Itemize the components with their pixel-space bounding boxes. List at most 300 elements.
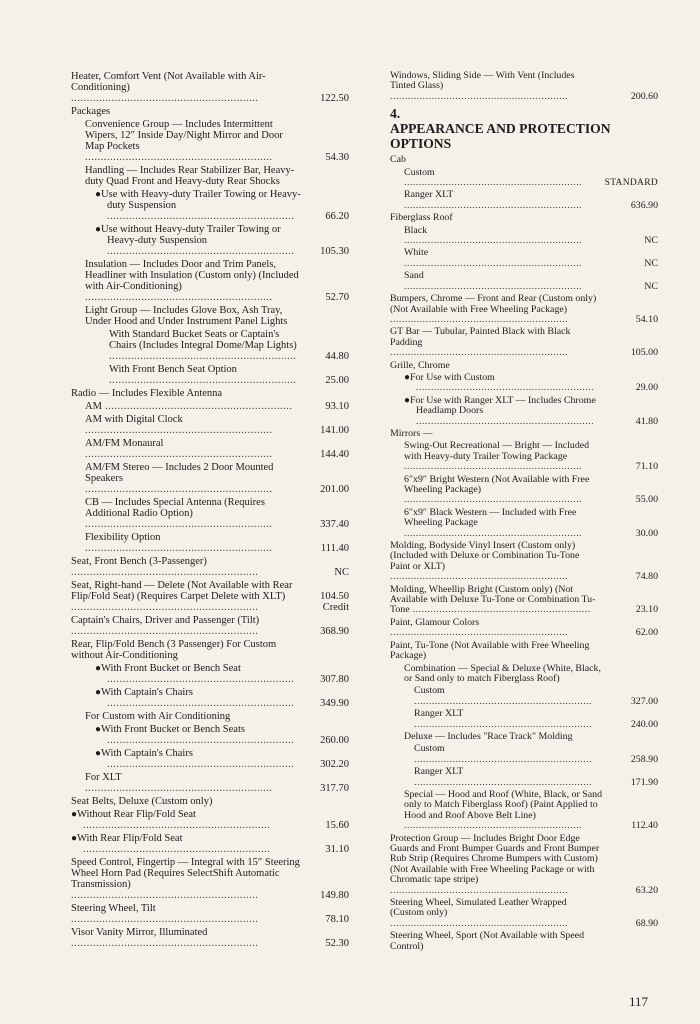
option-description: Deluxe — Includes "Race Track" Molding	[404, 731, 573, 742]
bullet-icon: ●	[404, 395, 411, 406]
bullet-icon: ●	[404, 372, 411, 383]
option-row	[390, 834, 658, 896]
option-price: 144.40	[320, 449, 349, 460]
option-price: 307.80	[320, 674, 349, 685]
option-description: Light Group — Includes Glove Box, Ash Tray, Under Hood and Under Instrument Panel Lights	[85, 305, 288, 327]
option-row	[390, 585, 658, 616]
dot-leader: ............................................................	[85, 484, 273, 495]
dot-leader: ............................................................	[71, 93, 259, 104]
option-row	[390, 327, 658, 358]
option-price: 66.20	[325, 211, 349, 222]
option-row	[71, 462, 349, 495]
option-row	[390, 790, 658, 832]
option-row	[390, 686, 658, 707]
option-price: 105.00	[630, 347, 658, 359]
option-text-block	[71, 748, 303, 770]
option-text-block	[71, 809, 303, 831]
option-description: Use without Heavy-duty Trailer Towing or Heavy-duty Suspension	[101, 224, 281, 246]
option-row	[71, 615, 349, 637]
option-price: 93.10	[325, 401, 349, 412]
dot-leader: ............................................................	[71, 567, 259, 578]
option-text-block	[71, 663, 303, 685]
option-description: GT Bar — Tubular, Painted Black with Black Padding	[390, 327, 571, 348]
option-row	[390, 744, 658, 765]
option-text-block	[390, 618, 602, 639]
option-description: Steering Wheel, Simulated Leather Wrapped (Custom only)	[390, 898, 567, 919]
option-description: For XLT	[85, 772, 122, 783]
dot-leader: ............................................................	[107, 735, 295, 746]
dot-leader: ............................................................	[404, 199, 583, 211]
option-row	[71, 438, 349, 460]
option-description: Cab	[390, 155, 406, 166]
option-price: 41.80	[635, 415, 658, 427]
option-description: With Front Bucket or Bench Seat	[101, 663, 241, 674]
dot-leader: ............................................................	[390, 90, 569, 102]
option-row	[71, 663, 349, 685]
option-text-block	[71, 532, 303, 554]
option-price: 63.20	[635, 884, 658, 896]
option-description: AM with Digital Clock	[85, 414, 183, 425]
option-price: STANDARD	[604, 178, 658, 189]
option-price: NC	[334, 567, 349, 578]
option-row	[390, 541, 658, 583]
option-text-block	[71, 401, 303, 412]
bullet-icon: ●	[95, 724, 102, 735]
option-row	[390, 213, 658, 223]
option-description: Ranger XLT	[414, 709, 464, 720]
bullet-icon: ●	[95, 663, 102, 674]
option-row	[390, 508, 658, 539]
option-row	[390, 396, 658, 427]
option-description: With Captain's Chairs	[101, 748, 193, 759]
option-row	[71, 224, 349, 257]
option-price: 258.90	[630, 753, 658, 765]
option-description: Seat, Right-hand — Delete (Not Available with Rear Flip/Fold Seat) (Requires Carpet Delete with XLT)	[71, 580, 293, 602]
option-row	[390, 294, 658, 325]
option-description: Captain's Chairs, Driver and Passenger (Tilt)	[71, 615, 260, 626]
option-price: 141.00	[320, 425, 349, 436]
option-price: 71.10	[635, 461, 658, 473]
option-description: Grille, Chrome	[390, 360, 450, 371]
option-price: 368.90	[320, 626, 349, 637]
option-description: Radio — Includes Flexible Antenna	[71, 388, 223, 399]
option-text-block	[71, 462, 303, 495]
option-row	[390, 641, 658, 662]
option-price: 78.10	[325, 914, 349, 925]
option-text-block	[390, 213, 602, 223]
option-row	[71, 189, 349, 222]
dot-leader: ............................................................	[390, 347, 569, 359]
option-text-block	[71, 71, 303, 104]
option-description: Custom	[404, 167, 435, 178]
dot-leader: ............................................................	[390, 627, 569, 639]
option-price: 74.80	[635, 571, 658, 583]
option-row	[390, 373, 658, 394]
option-row	[71, 687, 349, 709]
option-description: AM/FM Stereo — Includes 2 Door Mounted Speakers	[85, 462, 274, 484]
option-row	[390, 767, 658, 788]
dot-leader: ............................................................	[404, 235, 583, 247]
option-row	[71, 927, 349, 949]
option-text-block	[71, 364, 303, 386]
option-description: Seat, Front Bench (3-Passenger)	[71, 556, 207, 567]
option-text-block	[71, 106, 303, 117]
dot-leader: ............................................................	[71, 914, 259, 925]
option-row	[390, 441, 658, 472]
option-price: 52.30	[325, 938, 349, 949]
option-text-block	[390, 585, 602, 616]
option-price: 30.00	[635, 527, 658, 539]
option-text-block	[390, 931, 602, 952]
option-text-block	[71, 259, 303, 303]
option-text-block	[71, 224, 303, 257]
option-text-block	[390, 441, 602, 472]
option-row	[71, 401, 349, 412]
option-row	[71, 165, 349, 187]
dot-leader: ............................................................	[85, 783, 273, 794]
page-number: 117	[628, 994, 648, 1009]
option-description: With Standard Bucket Seats or Captain's Chairs (Includes Integral Dome/Map Lights)	[109, 329, 297, 351]
option-description: Molding, Wheellip Bright (Custom only) (Not Available with Deluxe Tu-Tone or Combination Tu-Tone	[390, 584, 596, 616]
dot-leader: ............................................................	[416, 415, 595, 427]
section-heading	[390, 106, 658, 151]
dot-leader: ............................................................	[414, 753, 593, 765]
option-text-block	[71, 189, 303, 222]
option-price: 302.20	[320, 759, 349, 770]
option-price: 55.00	[635, 494, 658, 506]
dot-leader: ............................................................	[416, 382, 595, 394]
option-row	[71, 711, 349, 722]
option-price: 31.10	[325, 844, 349, 855]
option-text-block	[71, 580, 303, 613]
dot-leader: ............................................................	[85, 292, 273, 303]
option-price: NC	[644, 235, 658, 247]
option-row	[71, 903, 349, 925]
option-row	[390, 931, 658, 952]
option-price: 29.00	[635, 382, 658, 394]
dot-leader: ............................................................	[71, 890, 259, 901]
option-text-block	[390, 271, 602, 292]
option-description: Molding, Bodyside Vinyl Insert (Custom only) (Included with Deluxe or Combination Tu-Tone Paint or XLT)	[390, 541, 580, 572]
option-price: 240.00	[630, 718, 658, 730]
option-row	[71, 259, 349, 303]
option-text-block	[390, 508, 602, 539]
option-row	[390, 618, 658, 639]
left-column	[71, 71, 349, 951]
option-description: Steering Wheel, Tilt	[71, 903, 156, 914]
dot-leader: ............................................................	[404, 494, 583, 506]
option-row	[390, 429, 658, 439]
option-price: 260.00	[320, 735, 349, 746]
option-text-block	[390, 541, 602, 583]
option-text-block	[71, 165, 303, 187]
bullet-icon: ●	[95, 189, 102, 200]
option-price: 171.90	[630, 776, 658, 788]
option-text-block	[71, 724, 303, 746]
option-row	[71, 772, 349, 794]
option-text-block	[390, 709, 602, 730]
option-description: Paint, Glamour Colors	[390, 617, 480, 628]
option-description: Insulation — Includes Door and Trim Panels, Headliner with Insulation (Custom only) (Included with Air-Conditioning)	[85, 259, 299, 292]
option-description: Handling — Includes Rear Stabilizer Bar, Heavy-duty Quad Front and Heavy-duty Rear Shocks	[85, 165, 295, 187]
option-text-block	[71, 903, 303, 925]
option-description: Protection Group — Includes Bright Door Edge Guards and Front Bumper Guards and Front Bumper Rub Strip (Requires Chrome Bumpers with Custom) (Not Available with Free Wheeling Package or with Chromatic tape stripe)	[390, 833, 600, 886]
section-title: APPEARANCE AND PROTECTION OPTIONS	[390, 121, 611, 152]
option-row	[71, 748, 349, 770]
option-text-block	[390, 71, 602, 102]
right-column-entries	[390, 155, 658, 952]
option-row	[390, 709, 658, 730]
dot-leader: ............................................................	[390, 917, 569, 929]
dot-leader: ............................................................	[404, 461, 583, 473]
option-text-block	[71, 687, 303, 709]
option-text-block	[71, 305, 303, 327]
bullet-icon: ●	[71, 833, 78, 844]
option-description: With Front Bucket or Bench Seats	[101, 724, 245, 735]
option-description: Combination — Special & Deluxe (White, Black, or Sand only to match Fiberglass Roof)	[404, 663, 601, 684]
option-row	[71, 580, 349, 613]
option-row	[390, 155, 658, 165]
option-description: Ranger XLT	[404, 190, 454, 201]
option-description: For Use with Ranger XLT — Includes Chrome Headlamp Doors	[410, 395, 596, 417]
option-description: Visor Vanity Mirror, Illuminated	[71, 927, 208, 938]
option-text-block	[71, 119, 303, 163]
dot-leader: ............................................................	[107, 759, 295, 770]
option-price: 23.10	[635, 604, 658, 616]
option-description: Sand	[404, 271, 424, 282]
option-text-block	[390, 475, 602, 506]
dot-leader: ............................................................	[85, 543, 273, 554]
option-price: 104.50 Credit	[320, 591, 349, 613]
option-text-block	[71, 927, 303, 949]
option-row	[71, 809, 349, 831]
dot-leader: ............................................................	[404, 177, 583, 189]
option-price: 68.90	[635, 917, 658, 929]
option-text-block	[390, 373, 602, 394]
dot-leader: ............................................................	[390, 313, 569, 325]
option-text-block	[390, 155, 602, 165]
option-row	[71, 532, 349, 554]
option-text-block	[390, 686, 602, 707]
option-text-block	[71, 329, 303, 362]
option-description: With Front Bench Seat Option	[109, 364, 237, 375]
option-text-block	[390, 327, 602, 358]
dot-leader: ............................................................	[107, 246, 295, 257]
option-price: 349.90	[320, 698, 349, 709]
option-description: Convenience Group — Includes Intermittent Wipers, 12″ Inside Day/Night Mirror and Door Map Pockets	[85, 119, 283, 152]
option-row	[390, 898, 658, 929]
option-row	[390, 475, 658, 506]
option-row	[71, 639, 349, 661]
option-text-block	[71, 857, 303, 901]
dot-leader: ............................................................	[404, 820, 583, 832]
option-description: Rear, Flip/Fold Bench (3 Passenger) For Custom without Air-Conditioning	[71, 639, 277, 661]
option-row	[71, 388, 349, 399]
option-price: 25.00	[325, 375, 349, 386]
option-text-block	[71, 497, 303, 530]
option-text-block	[390, 226, 602, 247]
option-text-block	[390, 294, 602, 325]
dot-leader: ............................................................	[414, 718, 593, 730]
option-text-block	[390, 834, 602, 896]
option-row	[71, 106, 349, 117]
option-description: Windows, Sliding Side — With Vent (Includes Tinted Glass)	[390, 71, 575, 92]
option-row	[390, 168, 658, 189]
option-price: NC	[644, 280, 658, 292]
option-text-block	[390, 361, 602, 371]
option-text-block	[71, 556, 303, 578]
option-row	[390, 732, 658, 742]
option-price: 54.30	[325, 152, 349, 163]
dot-leader: ............................................................	[109, 375, 297, 386]
option-description: Ranger XLT	[414, 767, 464, 778]
option-price: 52.70	[325, 292, 349, 303]
option-description: Speed Control, Fingertip — Integral with 15″ Steering Wheel Horn Pad (Requires SelectShift Automatic Transmission)	[71, 857, 300, 890]
option-text-block	[390, 248, 602, 269]
option-text-block	[390, 168, 602, 189]
option-description: CB — Includes Special Antenna (Requires Additional Radio Option)	[85, 497, 265, 519]
option-price: NC	[644, 257, 658, 269]
option-description: Use with Heavy-duty Trailer Towing or Heavy-duty Suspension	[101, 189, 301, 211]
dot-leader: ............................................................	[83, 844, 271, 855]
option-text-block	[71, 388, 303, 399]
dot-leader: ............................................................	[71, 626, 259, 637]
option-price: 111.40	[320, 543, 349, 554]
dot-leader: ............................................................	[414, 695, 593, 707]
option-price: 327.00	[630, 695, 658, 707]
option-description: 6″x9″ Bright Western (Not Available with Free Wheeling Package)	[404, 474, 590, 495]
option-text-block	[390, 664, 602, 685]
option-text-block	[71, 414, 303, 436]
bullet-icon: ●	[95, 687, 102, 698]
right-column	[390, 71, 658, 954]
bullet-icon: ●	[71, 809, 78, 820]
option-row	[390, 248, 658, 269]
option-description: Black	[404, 225, 428, 236]
option-description: Fiberglass Roof	[390, 213, 453, 224]
option-text-block	[390, 190, 602, 211]
option-text-block	[390, 429, 602, 439]
dot-leader: ............................................................	[404, 527, 583, 539]
option-description: White	[404, 248, 429, 259]
option-text-block	[390, 767, 602, 788]
option-row	[390, 361, 658, 371]
option-price: 200.60	[630, 90, 658, 102]
option-text-block	[390, 790, 602, 832]
dot-leader: ............................................................	[107, 698, 295, 709]
dot-leader: ............................................................	[109, 351, 297, 362]
dot-leader: ............................................................	[85, 425, 273, 436]
dot-leader: ............................................................	[85, 449, 273, 460]
option-description: Without Rear Flip/Fold Seat	[77, 809, 196, 820]
option-price: 636.90	[630, 199, 658, 211]
right-column-top-entries	[390, 71, 658, 102]
option-row	[71, 833, 349, 855]
option-row	[71, 857, 349, 901]
dot-leader: ............................................................	[390, 571, 569, 583]
section-number: 4.	[390, 106, 401, 122]
option-description: Paint, Tu-Tone (Not Available with Free Wheeling Package)	[390, 640, 590, 662]
option-row	[71, 556, 349, 578]
option-price: 105.30	[320, 246, 349, 257]
option-price: 317.70	[320, 783, 349, 794]
option-text-block	[390, 744, 602, 765]
dot-leader: ............................................................	[101, 401, 293, 412]
option-price: 201.00	[320, 484, 349, 495]
option-price: 44.80	[325, 351, 349, 362]
option-price: 62.00	[635, 627, 658, 639]
option-description: Custom	[414, 686, 445, 697]
option-row	[71, 329, 349, 362]
dot-leader: ............................................................	[414, 776, 593, 788]
option-row	[71, 497, 349, 530]
option-text-block	[390, 898, 602, 929]
option-description: AM/FM Monaural	[85, 438, 164, 449]
dot-leader: ............................................................	[71, 602, 259, 613]
option-row	[390, 71, 658, 102]
option-description: Seat Belts, Deluxe (Custom only)	[71, 796, 213, 807]
option-price: 54.10	[635, 313, 658, 325]
option-row	[71, 414, 349, 436]
bullet-icon: ●	[95, 224, 102, 235]
dot-leader: ............................................................	[390, 884, 569, 896]
option-row	[71, 364, 349, 386]
option-text-block	[390, 641, 602, 662]
option-text-block	[71, 711, 303, 722]
option-row	[71, 71, 349, 104]
option-row	[71, 796, 349, 807]
option-row	[71, 119, 349, 163]
option-description: Packages	[71, 106, 111, 117]
option-description: For Use with Custom	[410, 372, 495, 383]
option-description: AM	[85, 401, 102, 412]
option-text-block	[71, 615, 303, 637]
option-price: 15.60	[325, 820, 349, 831]
option-description: Heater, Comfort Vent (Not Available with Air-Conditioning)	[71, 71, 266, 93]
bullet-icon: ●	[95, 748, 102, 759]
option-text-block	[71, 438, 303, 460]
option-description: Steering Wheel, Sport (Not Available with Speed Control)	[390, 931, 585, 952]
option-description: With Rear Flip/Fold Seat	[77, 833, 183, 844]
option-text-block	[71, 639, 303, 661]
option-description: With Captain's Chairs	[101, 687, 193, 698]
option-text-block	[71, 833, 303, 855]
dot-leader: ............................................................	[85, 519, 273, 530]
option-row	[71, 305, 349, 327]
option-row	[390, 190, 658, 211]
dot-leader: ............................................................	[404, 257, 583, 269]
option-price: 149.80	[320, 890, 349, 901]
option-text-block	[71, 796, 303, 807]
dot-leader: ............................................................	[85, 152, 273, 163]
option-description: Mirrors —	[390, 428, 433, 439]
option-description: For Custom with Air Conditioning	[85, 711, 231, 722]
option-row	[71, 724, 349, 746]
option-description: Bumpers, Chrome — Front and Rear (Custom only) (Not Available with Free Wheeling Package)	[390, 294, 597, 315]
option-description: Swing-Out Recreational — Bright — Included with Heavy-duty Trailer Towing Package	[404, 441, 590, 462]
dot-leader: ............................................................	[404, 280, 583, 292]
dot-leader: ............................................................	[107, 211, 295, 222]
option-price: 337.40	[320, 519, 349, 530]
option-price: 112.40	[631, 820, 658, 832]
dot-leader: ............................................................	[409, 604, 591, 616]
option-price: 122.50	[320, 93, 349, 104]
option-description: 6″x9″ Black Western — Included with Free Wheeling Package	[404, 507, 577, 529]
dot-leader: ............................................................	[83, 820, 271, 831]
dot-leader: ............................................................	[71, 938, 259, 949]
option-row	[390, 271, 658, 292]
option-text-block	[71, 772, 303, 794]
